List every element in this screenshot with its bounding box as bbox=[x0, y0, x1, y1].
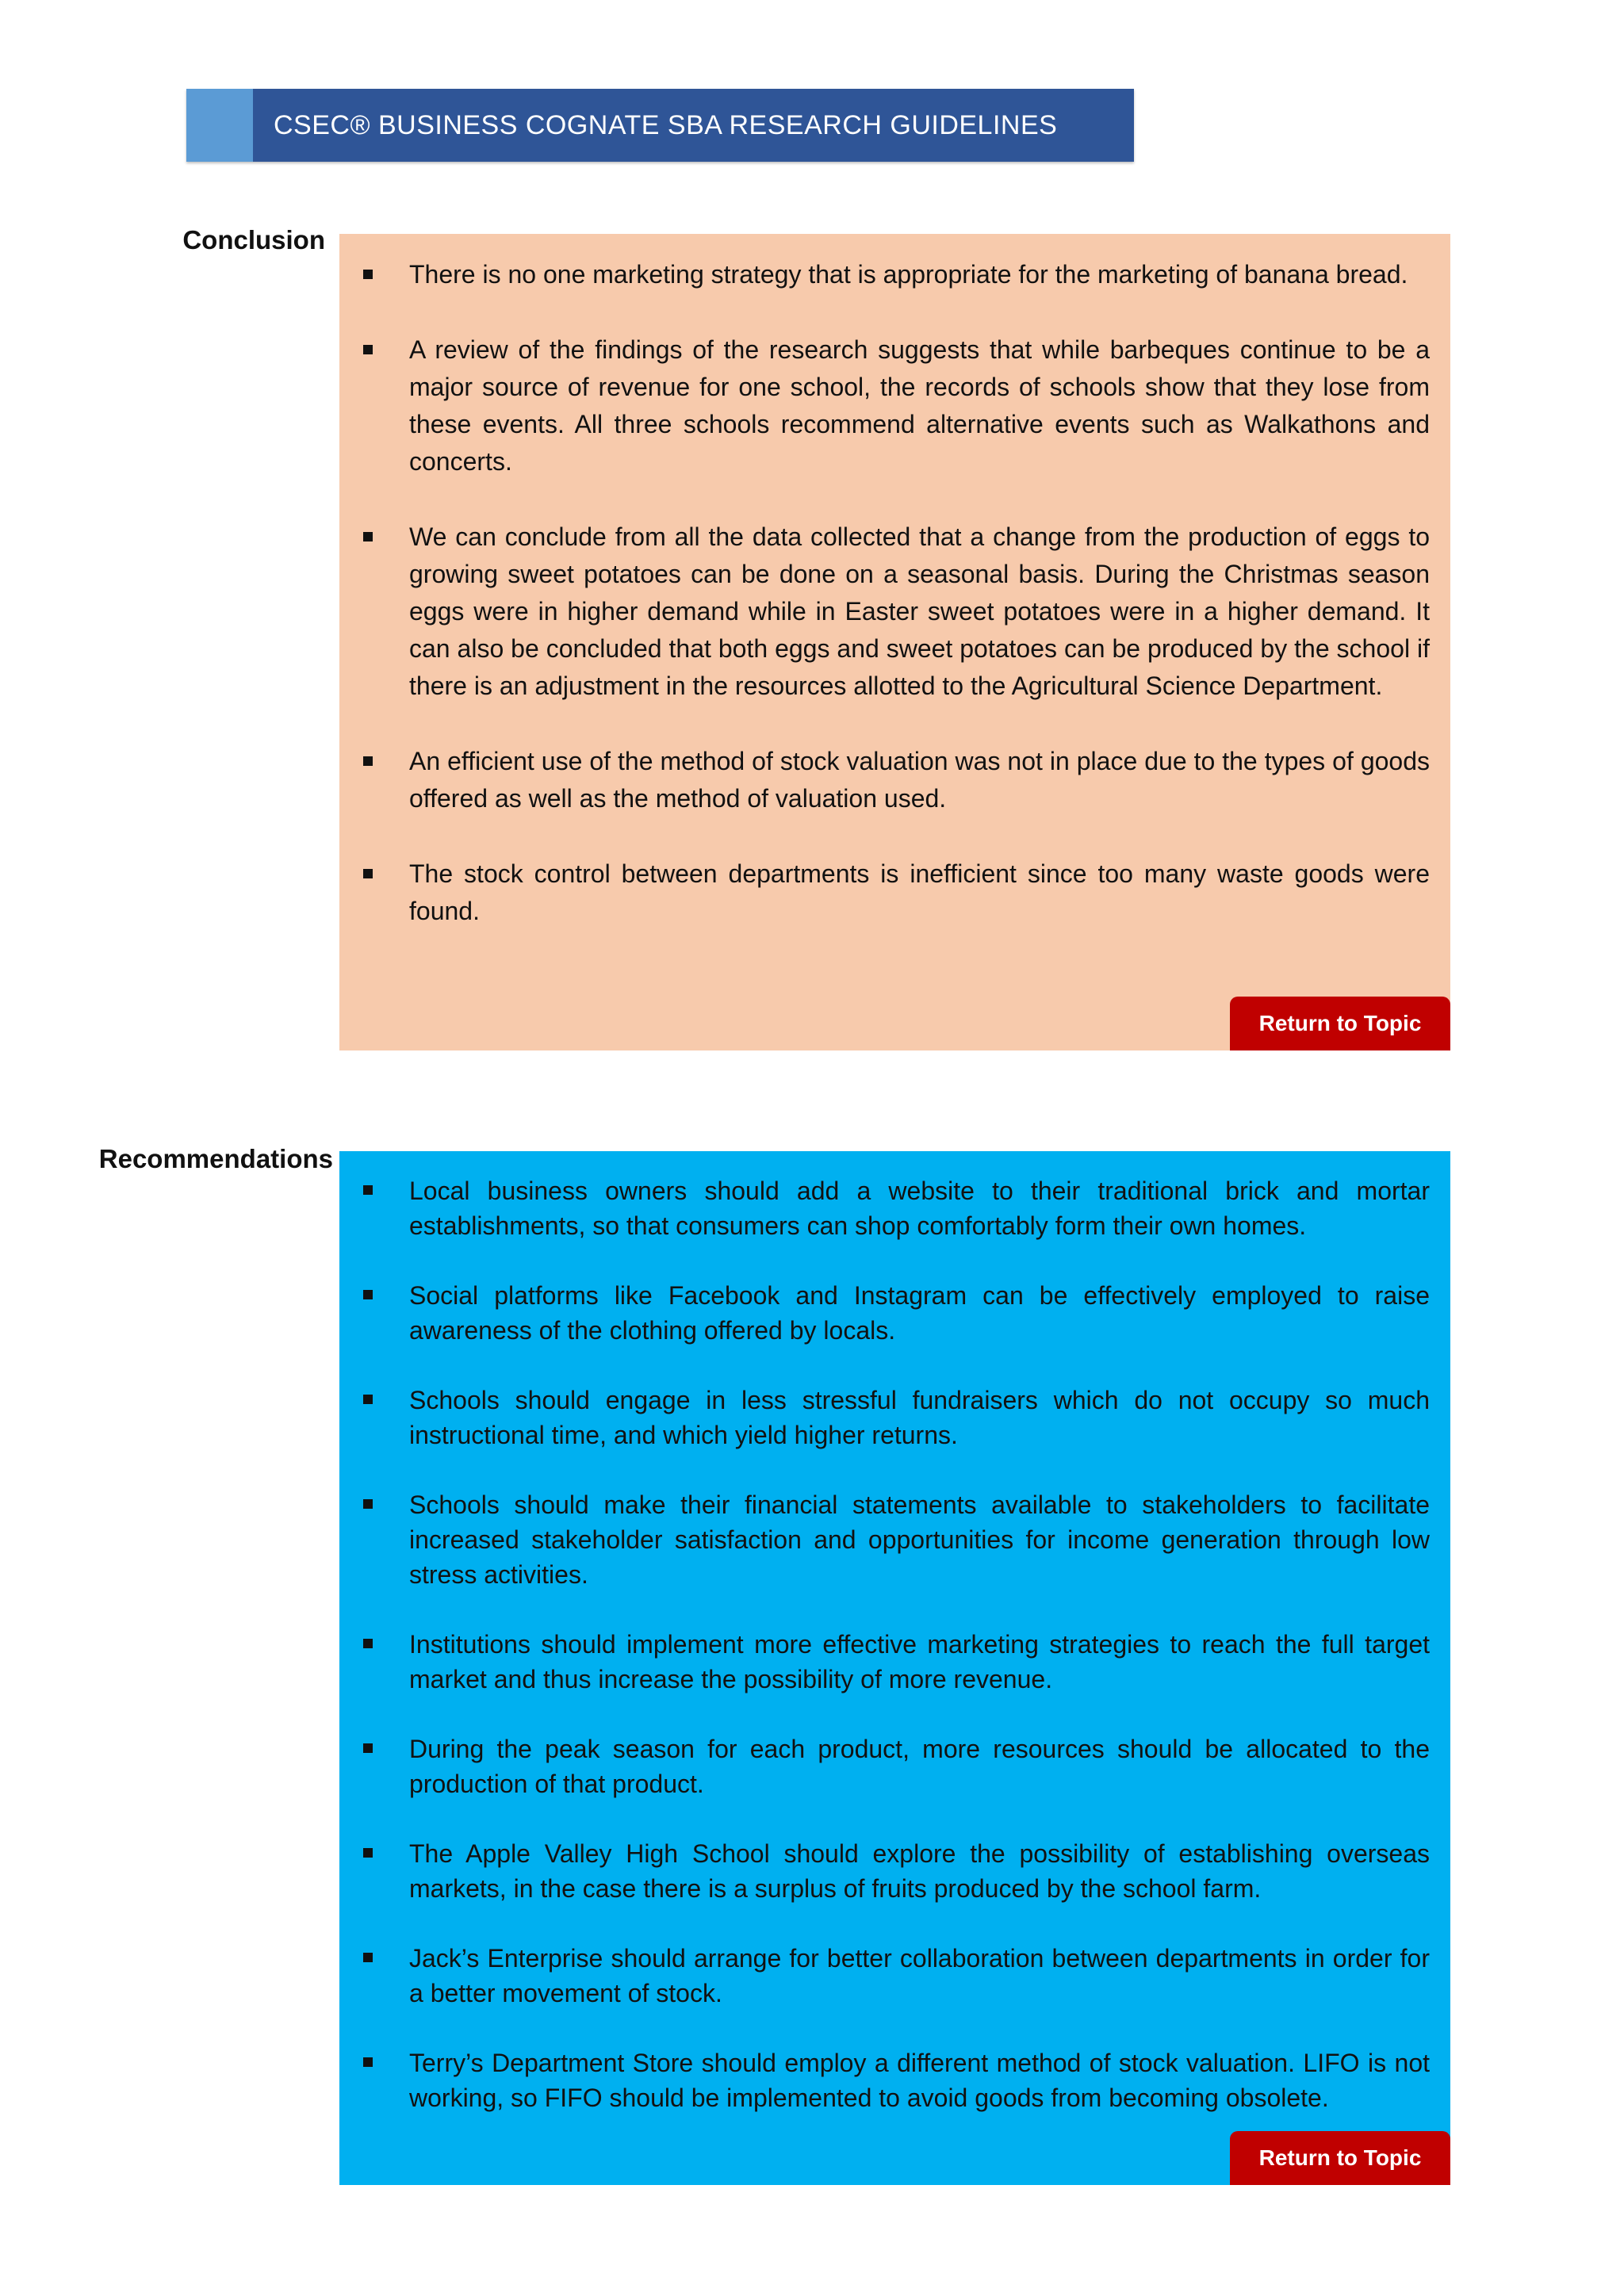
list-item bbox=[339, 519, 1430, 705]
square-bullet-icon bbox=[363, 756, 373, 766]
square-bullet-icon bbox=[363, 532, 373, 541]
list-item-text: Local business owners should add a website to their traditional brick and mortar establishments, so that consumers can shop comfortably form their own homes. bbox=[409, 1177, 1430, 1240]
header-title: CSEC® BUSINESS COGNATE SBA RESEARCH GUIDELINES bbox=[274, 109, 1058, 140]
square-bullet-icon bbox=[363, 1848, 373, 1858]
list-item-text: Institutions should implement more effective marketing strategies to reach the full target market and thus increase the possibility of more revenue. bbox=[409, 1630, 1430, 1693]
square-bullet-icon bbox=[363, 1953, 373, 1962]
recommendations-box bbox=[339, 1151, 1450, 2185]
square-bullet-icon bbox=[363, 1395, 373, 1404]
list-item bbox=[339, 1627, 1430, 1697]
list-item bbox=[339, 1383, 1430, 1452]
square-bullet-icon bbox=[363, 2057, 373, 2067]
list-item bbox=[339, 1941, 1430, 2011]
list-item bbox=[339, 1173, 1430, 1243]
list-item bbox=[339, 331, 1430, 480]
return-to-topic-button[interactable]: Return to Topic bbox=[1230, 2131, 1450, 2185]
list-item-text: The Apple Valley High School should explore the possibility of establishing overseas markets, in the case there is a surplus of fruits produced by the school farm. bbox=[409, 1839, 1430, 1903]
square-bullet-icon bbox=[363, 1290, 373, 1299]
list-item bbox=[339, 2045, 1430, 2115]
list-item bbox=[339, 1278, 1430, 1348]
page-header-banner bbox=[186, 89, 1134, 162]
list-item-text: We can conclude from all the data collected that a change from the production of eggs to growing sweet potatoes can be done on a seasonal basis. During the Christmas season eggs were in higher demand while in Easter sweet potatoes were in a higher demand. It can also be concluded that both eggs and sweet potatoes can be produced by the school if there is an adjustment in the resources allotted to the Agricultural Science Department. bbox=[409, 522, 1430, 700]
square-bullet-icon bbox=[363, 345, 373, 354]
recommendations-label: Recommendations bbox=[98, 1144, 333, 1173]
list-item bbox=[339, 256, 1430, 293]
list-item bbox=[339, 855, 1430, 930]
list-item bbox=[339, 1732, 1430, 1801]
conclusion-list bbox=[339, 256, 1430, 930]
recommendations-list bbox=[339, 1173, 1430, 2115]
list-item bbox=[339, 1487, 1430, 1592]
return-to-topic-button[interactable]: Return to Topic bbox=[1230, 997, 1450, 1050]
square-bullet-icon bbox=[363, 1185, 373, 1195]
square-bullet-icon bbox=[363, 270, 373, 279]
list-item-text: The stock control between departments is inefficient since too many waste goods were found. bbox=[409, 859, 1430, 925]
square-bullet-icon bbox=[363, 1639, 373, 1648]
header-accent-block bbox=[186, 89, 253, 162]
list-item-text: Jack’s Enterprise should arrange for better collaboration between departments in order for a better movement of stock. bbox=[409, 1944, 1430, 2007]
conclusion-label: Conclusion bbox=[182, 225, 325, 254]
square-bullet-icon bbox=[363, 869, 373, 878]
list-item bbox=[339, 1836, 1430, 1906]
list-item-text: Terry’s Department Store should employ a different method of stock valuation. LIFO is not working, so FIFO should be implemented to avoid goods from becoming obsolete. bbox=[409, 2049, 1430, 2112]
square-bullet-icon bbox=[363, 1743, 373, 1753]
square-bullet-icon bbox=[363, 1499, 373, 1509]
list-item-text: A review of the findings of the research suggests that while barbeques continue to be a major source of revenue for one school, the records of schools show that they lose from these events. All three schools recommend alternative events such as Walkathons and concerts. bbox=[409, 335, 1430, 476]
list-item-text: During the peak season for each product, more resources should be allocated to the production of that product. bbox=[409, 1735, 1430, 1798]
conclusion-box bbox=[339, 234, 1450, 1050]
list-item-text: Schools should make their financial statements available to stakeholders to facilitate increased stakeholder satisfaction and opportunities for income generation through low stress activities. bbox=[409, 1490, 1430, 1589]
list-item-text: There is no one marketing strategy that is appropriate for the marketing of banana bread. bbox=[409, 260, 1408, 289]
list-item-text: Social platforms like Facebook and Instagram can be effectively employed to raise awareness of the clothing offered by locals. bbox=[409, 1281, 1430, 1345]
list-item bbox=[339, 743, 1430, 817]
list-item-text: An efficient use of the method of stock valuation was not in place due to the types of goods offered as well as the method of valuation used. bbox=[409, 747, 1430, 813]
list-item-text: Schools should engage in less stressful fundraisers which do not occupy so much instructional time, and which yield higher returns. bbox=[409, 1386, 1430, 1449]
